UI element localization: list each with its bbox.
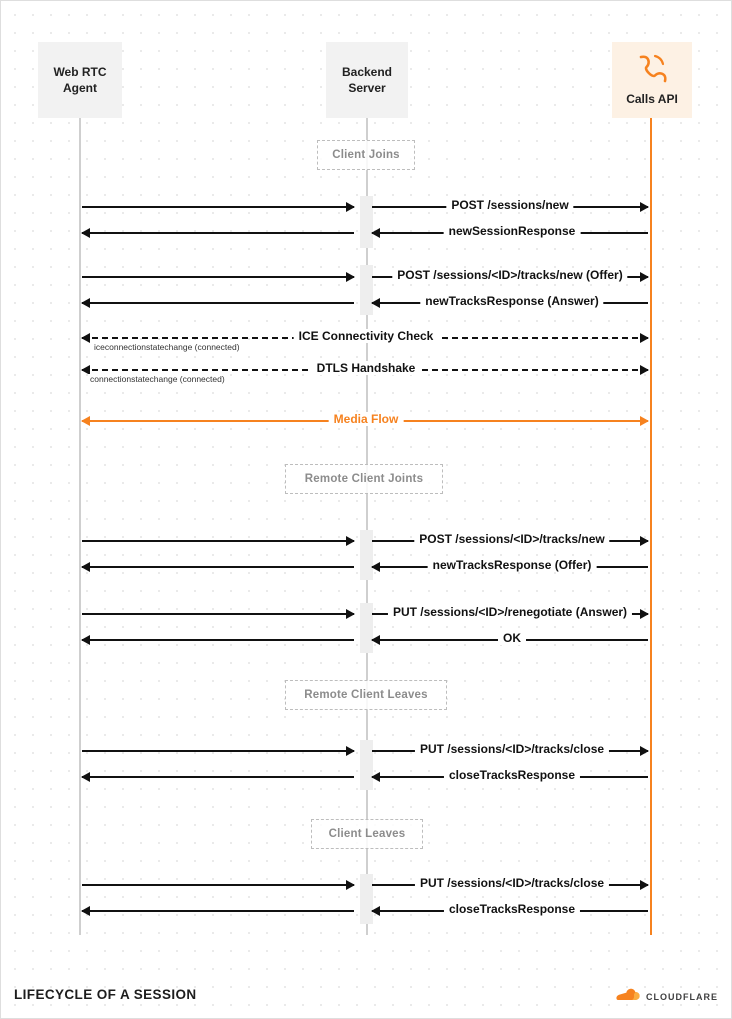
- group-label: Remote Client Joints: [304, 473, 424, 485]
- message-arrow: [82, 884, 354, 886]
- message-arrow: [372, 876, 648, 890]
- lifeline-webrtc-agent: [79, 118, 81, 935]
- message-label: newSessionResponse: [444, 224, 581, 238]
- cloud-icon: [615, 988, 641, 1006]
- message-label: POST /sessions/<ID>/tracks/new: [414, 532, 609, 546]
- message-arrow-ice: [82, 329, 648, 352]
- actor-label-line2: Agent: [63, 81, 97, 95]
- actor-label-line1: Web RTC: [53, 64, 107, 79]
- message-arrow: [82, 910, 354, 912]
- message-label: ICE Connectivity Check: [294, 329, 439, 343]
- message-label: POST /sessions/new: [446, 198, 573, 212]
- activation-bar: [360, 603, 373, 653]
- message-arrow: [372, 631, 648, 645]
- message-sublabel: connectionstatechange (connected): [90, 374, 225, 384]
- message-arrow: [372, 605, 648, 619]
- cloudflare-logo: [615, 988, 718, 1006]
- message-label: newTracksResponse (Answer): [420, 294, 603, 308]
- message-arrow: [372, 768, 648, 782]
- message-arrow: [82, 750, 354, 752]
- message-arrow: [372, 902, 648, 916]
- actor-backend-server: [326, 42, 408, 118]
- message-arrow: [82, 302, 354, 304]
- message-arrow: [82, 232, 354, 234]
- message-arrow: [82, 776, 354, 778]
- message-label: closeTracksResponse: [444, 902, 580, 916]
- message-arrow: [372, 268, 648, 282]
- message-arrow: [82, 276, 354, 278]
- message-arrow: [82, 566, 354, 568]
- message-label: closeTracksResponse: [444, 768, 580, 782]
- group-label: Client Joins: [332, 149, 400, 161]
- actor-webrtc-agent: [38, 42, 122, 118]
- activation-bar: [360, 740, 373, 790]
- message-arrow-dtls: [82, 361, 648, 384]
- group-client-leaves: [311, 819, 423, 849]
- page-title: LIFECYCLE OF A SESSION: [14, 987, 197, 1002]
- message-label: Media Flow: [329, 412, 404, 426]
- message-arrow: [82, 540, 354, 542]
- lifeline-calls-api: [650, 118, 652, 935]
- activation-bar: [360, 530, 373, 580]
- group-label: Remote Client Leaves: [304, 689, 428, 701]
- group-remote-client-leaves: [285, 680, 447, 710]
- message-arrow: [372, 224, 648, 238]
- message-arrow-media-flow: [82, 412, 648, 426]
- activation-bar: [360, 874, 373, 924]
- message-arrow: [372, 558, 648, 572]
- group-client-joins: [317, 140, 415, 170]
- message-label: DTLS Handshake: [312, 361, 421, 375]
- message-arrow: [82, 613, 354, 615]
- message-sublabel: iceconnectionstatechange (connected): [94, 342, 240, 352]
- message-arrow: [372, 198, 648, 212]
- message-arrow: [82, 639, 354, 641]
- cloudflare-wordmark: CLOUDFLARE: [646, 992, 718, 1002]
- actor-label-line2: Server: [348, 81, 386, 95]
- group-remote-client-joins: [285, 464, 443, 494]
- message-label: POST /sessions/<ID>/tracks/new (Offer): [392, 268, 627, 282]
- message-arrow: [372, 532, 648, 546]
- message-label: PUT /sessions/<ID>/tracks/close: [415, 876, 609, 890]
- actor-label-line1: Calls API: [626, 92, 678, 106]
- message-label: newTracksResponse (Offer): [428, 558, 597, 572]
- message-label: PUT /sessions/<ID>/tracks/close: [415, 742, 609, 756]
- activation-bar: [360, 196, 373, 248]
- phone-icon: [635, 53, 669, 87]
- message-arrow: [372, 742, 648, 756]
- actor-label-line1: Backend: [341, 64, 393, 79]
- message-arrow: [372, 294, 648, 308]
- message-arrow: [82, 206, 354, 208]
- actor-calls-api: [612, 42, 692, 118]
- group-label: Client Leaves: [328, 828, 406, 840]
- message-label: OK: [498, 631, 526, 645]
- message-label: PUT /sessions/<ID>/renegotiate (Answer): [388, 605, 632, 619]
